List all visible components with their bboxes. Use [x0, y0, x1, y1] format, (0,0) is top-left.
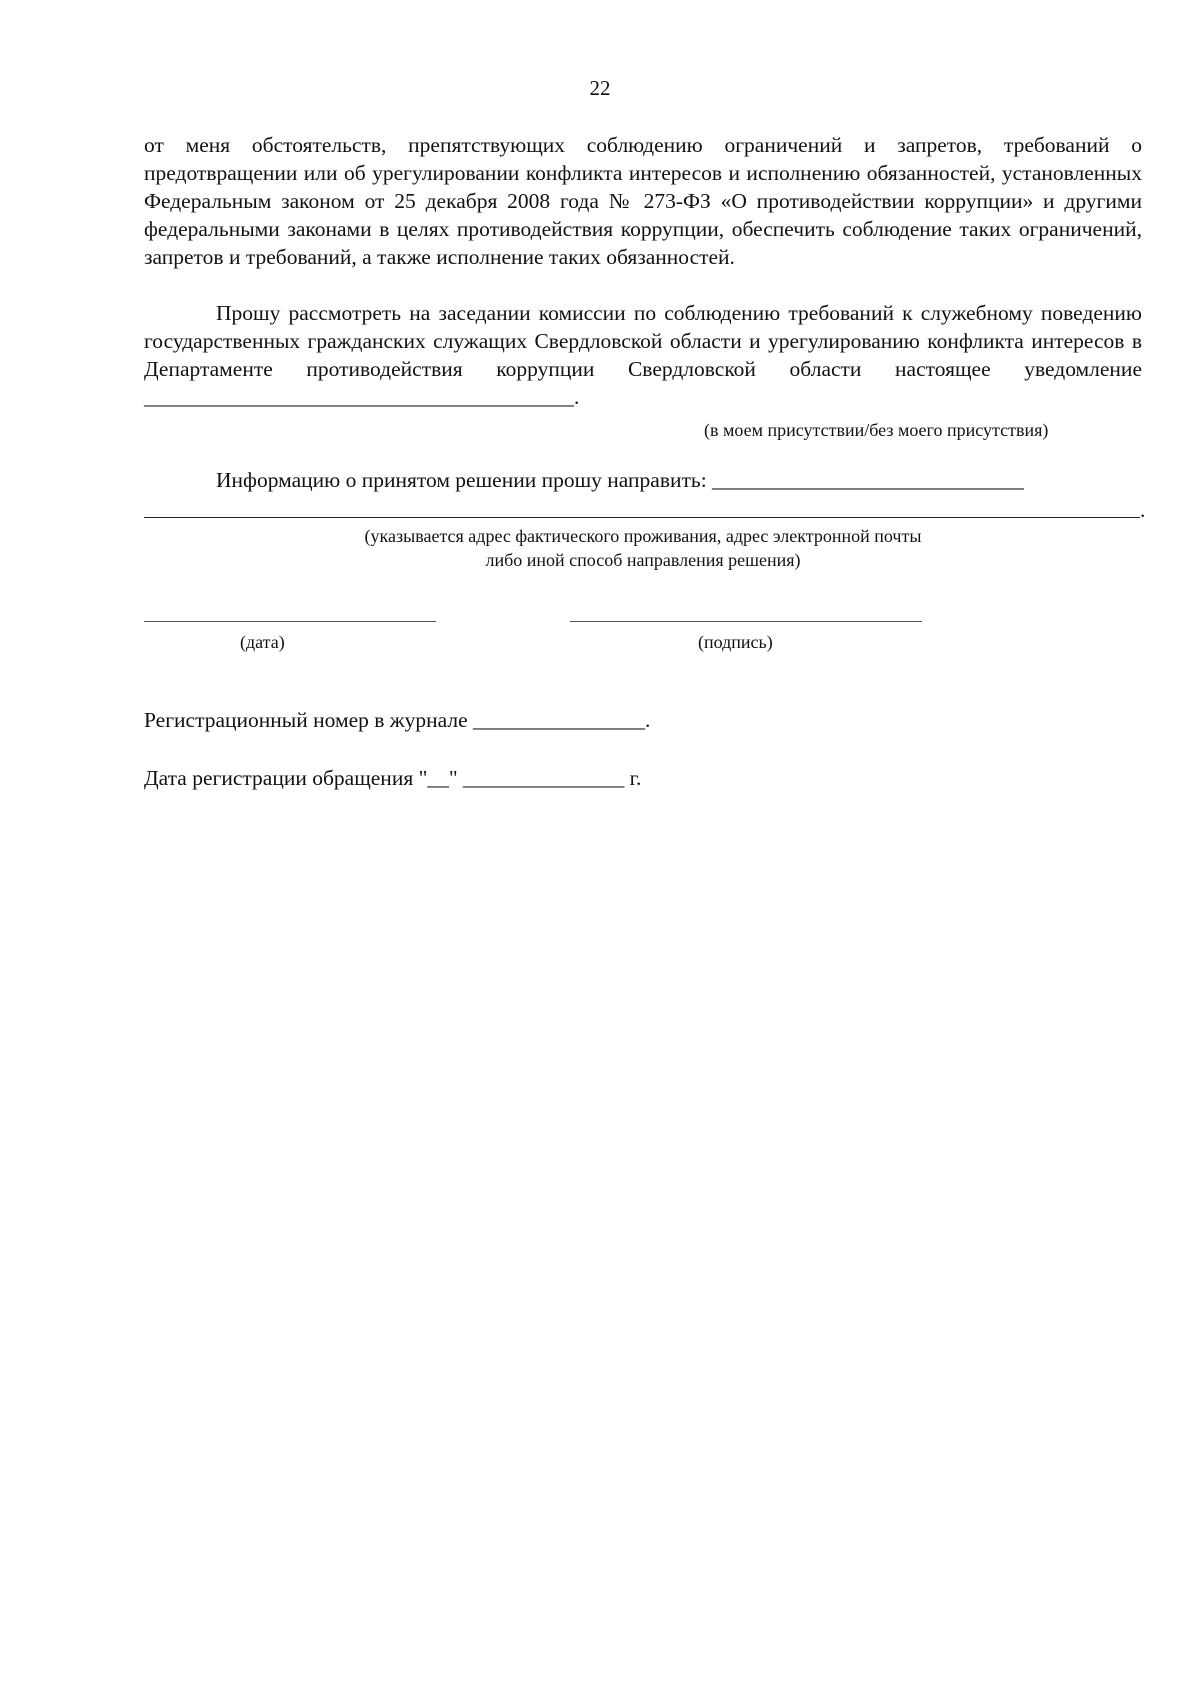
- address-note-line-1: (указывается адрес фактического проживания, адрес электронной почты: [364, 526, 922, 546]
- registration-date: Дата регистрации обращения "__" _______________ г.: [144, 766, 642, 790]
- date-label: (дата): [240, 632, 285, 652]
- decision-request-label: Информацию о принятом решении прошу направить: _____________________________: [216, 468, 1024, 492]
- paragraph-obstacles: от меня обстоятельств, препятствующих соблюдению ограничений и запретов, требований о предотвращении или об урегулировании конфликта интересов и исполнению обязанностей, установленных Федеральным законом от 25 декабря 2008 года № 273-ФЗ «О противодействии коррупции» и другими федеральными законами в целях противодействия коррупции, обеспечить соблюдение таких ограничений, запретов и требований, а также исполнение таких обязанностей.: [144, 133, 1142, 269]
- presence-note: (в моем присутствии/без моего присутствия): [704, 420, 1049, 440]
- signature-label: (подпись): [698, 632, 773, 652]
- address-fill-line: [144, 517, 1140, 518]
- paragraph-commission-request: Прошу рассмотреть на заседании комиссии по соблюдению требований к служебному поведению государственных гражданских служащих Свердловской области и урегулированию конфликта интересов в Департаменте противодействия коррупции Свердловской области настоящее уведомление ________________________________________.: [144, 301, 1142, 409]
- page-number: 22: [589, 76, 611, 100]
- date-signature-line: [144, 621, 436, 622]
- address-note-line-2: либо иной способ направления решения): [485, 550, 801, 570]
- address-fill-period: .: [1140, 498, 1146, 522]
- signature-line: [570, 621, 922, 622]
- journal-registration-number: Регистрационный номер в журнале ________________.: [144, 708, 651, 732]
